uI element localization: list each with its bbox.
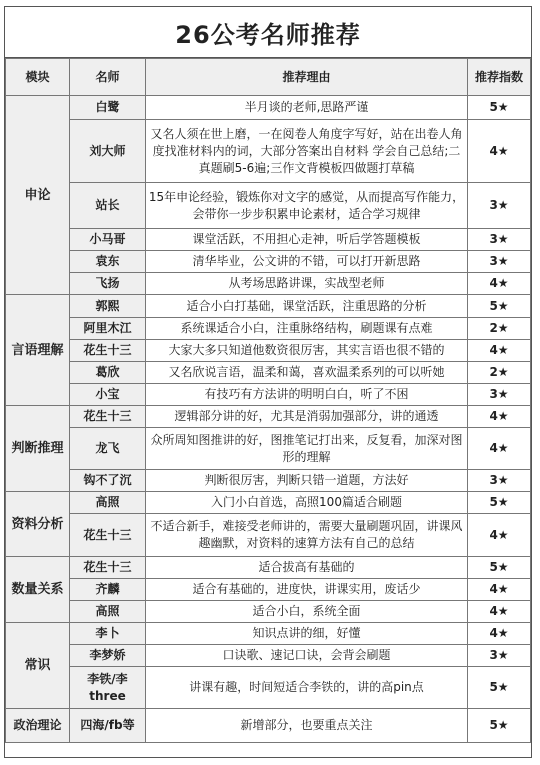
teacher-cell: 站长 (70, 183, 146, 229)
teacher-cell: 齐麟 (70, 579, 146, 601)
table-row (6, 667, 531, 709)
table-row (6, 406, 531, 428)
reason-cell: 又名欣说言语，温柔和蔼，喜欢温柔系列的可以听她 (146, 362, 468, 384)
teacher-cell: 李梦娇 (70, 645, 146, 667)
teacher-cell: 钩不了沉 (70, 470, 146, 492)
reason-cell: 口诀歌、速记口诀，会背会刷题 (146, 645, 468, 667)
reason-cell: 众所周知图推讲的好，图推笔记打出来，反复看，加深对图形的理解 (146, 428, 468, 470)
rating-cell: 3★ (468, 251, 531, 273)
header-reason: 推荐理由 (146, 59, 468, 96)
teacher-cell: 小马哥 (70, 229, 146, 251)
rating-cell: 4★ (468, 514, 531, 557)
module-cell: 政治理论 (6, 709, 70, 743)
rating-cell: 3★ (468, 384, 531, 406)
teacher-cell: 阿里木江 (70, 318, 146, 340)
teacher-cell: 白鹭 (70, 96, 146, 120)
table-row (6, 623, 531, 645)
reason-cell: 适合拔高有基础的 (146, 557, 468, 579)
teacher-cell: 高照 (70, 601, 146, 623)
reason-cell: 从考场思路讲课，实战型老师 (146, 273, 468, 295)
table-row (6, 120, 531, 183)
module-cell: 言语理解 (6, 295, 70, 406)
rating-cell: 5★ (468, 557, 531, 579)
reason-cell: 适合有基础的，进度快，讲课实用，废话少 (146, 579, 468, 601)
rating-cell: 4★ (468, 340, 531, 362)
teacher-cell: 李卜 (70, 623, 146, 645)
reason-cell: 入门小白首选，高照100篇适合刷题 (146, 492, 468, 514)
teacher-cell: 飞扬 (70, 273, 146, 295)
header-teacher: 名师 (70, 59, 146, 96)
rating-cell: 5★ (468, 492, 531, 514)
table-row (6, 601, 531, 623)
reason-cell: 半月谈的老师,思路严谨 (146, 96, 468, 120)
table-row (6, 492, 531, 514)
teacher-cell: 高照 (70, 492, 146, 514)
teacher-cell: 刘大师 (70, 120, 146, 183)
reason-cell: 又名人须在世上磨，一在阅卷人角度字写好，站在出卷人角度找准材料内的词，大部分答案出自材料 学会自己总结;二真题刷5-6遍;三作文背模板四做题打草稿 (146, 120, 468, 183)
reason-cell: 适合小白打基础，课堂活跃，注重思路的分析 (146, 295, 468, 318)
teacher-cell: 花生十三 (70, 557, 146, 579)
table-row (6, 384, 531, 406)
table-row (6, 251, 531, 273)
reason-cell: 大家大多只知道他数资很厉害，其实言语也很不错的 (146, 340, 468, 362)
module-cell: 数量关系 (6, 557, 70, 623)
reason-cell: 知识点讲的细，好懂 (146, 623, 468, 645)
reason-cell: 有技巧有方法讲的明明白白，听了不困 (146, 384, 468, 406)
table-row (6, 96, 531, 120)
table-row (6, 428, 531, 470)
teacher-cell: 葛欣 (70, 362, 146, 384)
teacher-cell: 花生十三 (70, 340, 146, 362)
rating-cell: 5★ (468, 709, 531, 743)
teacher-table (5, 58, 531, 743)
table-row (6, 229, 531, 251)
rating-cell: 3★ (468, 183, 531, 229)
rating-cell: 5★ (468, 667, 531, 709)
rating-cell: 4★ (468, 601, 531, 623)
teacher-cell: 郭熙 (70, 295, 146, 318)
module-cell: 判断推理 (6, 406, 70, 492)
rating-cell: 5★ (468, 96, 531, 120)
page-title: 26公考名师推荐 (5, 7, 531, 58)
table-row (6, 470, 531, 492)
header-row (6, 59, 531, 96)
rating-cell: 4★ (468, 120, 531, 183)
teacher-cell: 花生十三 (70, 514, 146, 557)
table-row (6, 362, 531, 384)
teacher-cell: 龙飞 (70, 428, 146, 470)
table-row (6, 183, 531, 229)
table-row (6, 273, 531, 295)
reason-cell: 讲课有趣，时间短适合李铁的，讲的高pin点 (146, 667, 468, 709)
module-cell: 常识 (6, 623, 70, 709)
table-row (6, 295, 531, 318)
reason-cell: 适合小白，系统全面 (146, 601, 468, 623)
rating-cell: 4★ (468, 428, 531, 470)
recommendation-sheet (4, 6, 532, 758)
reason-cell: 系统课适合小白，注重脉络结构，刷题课有点难 (146, 318, 468, 340)
header-rating: 推荐指数 (468, 59, 531, 96)
rating-cell: 4★ (468, 273, 531, 295)
teacher-cell: 小宝 (70, 384, 146, 406)
rating-cell: 5★ (468, 295, 531, 318)
rating-cell: 4★ (468, 623, 531, 645)
reason-cell: 15年申论经验，锻炼你对文字的感觉，从而提高写作能力，会带你一步步积累申论素材，适合学习规律 (146, 183, 468, 229)
reason-cell: 新增部分，也要重点关注 (146, 709, 468, 743)
rating-cell: 3★ (468, 229, 531, 251)
table-row (6, 709, 531, 743)
table-row (6, 318, 531, 340)
module-cell: 资料分析 (6, 492, 70, 557)
table-row (6, 514, 531, 557)
rating-cell: 3★ (468, 470, 531, 492)
reason-cell: 不适合新手，难接受老师讲的，需要大量刷题巩固，讲课风趣幽默，对资料的速算方法有自己的总结 (146, 514, 468, 557)
rating-cell: 3★ (468, 645, 531, 667)
rating-cell: 4★ (468, 579, 531, 601)
table-row (6, 579, 531, 601)
teacher-cell: 四海/fb等 (70, 709, 146, 743)
rating-cell: 4★ (468, 406, 531, 428)
reason-cell: 课堂活跃，不用担心走神，听后学答题模板 (146, 229, 468, 251)
module-cell: 申论 (6, 96, 70, 295)
table-row (6, 340, 531, 362)
reason-cell: 清华毕业，公文讲的不错，可以打开新思路 (146, 251, 468, 273)
rating-cell: 2★ (468, 362, 531, 384)
reason-cell: 逻辑部分讲的好，尤其是消弱加强部分，讲的通透 (146, 406, 468, 428)
teacher-cell: 李铁/李three (70, 667, 146, 709)
reason-cell: 判断很厉害，判断只错一道题，方法好 (146, 470, 468, 492)
header-module: 模块 (6, 59, 70, 96)
teacher-cell: 花生十三 (70, 406, 146, 428)
table-row (6, 645, 531, 667)
table-row (6, 557, 531, 579)
teacher-cell: 袁东 (70, 251, 146, 273)
rating-cell: 2★ (468, 318, 531, 340)
